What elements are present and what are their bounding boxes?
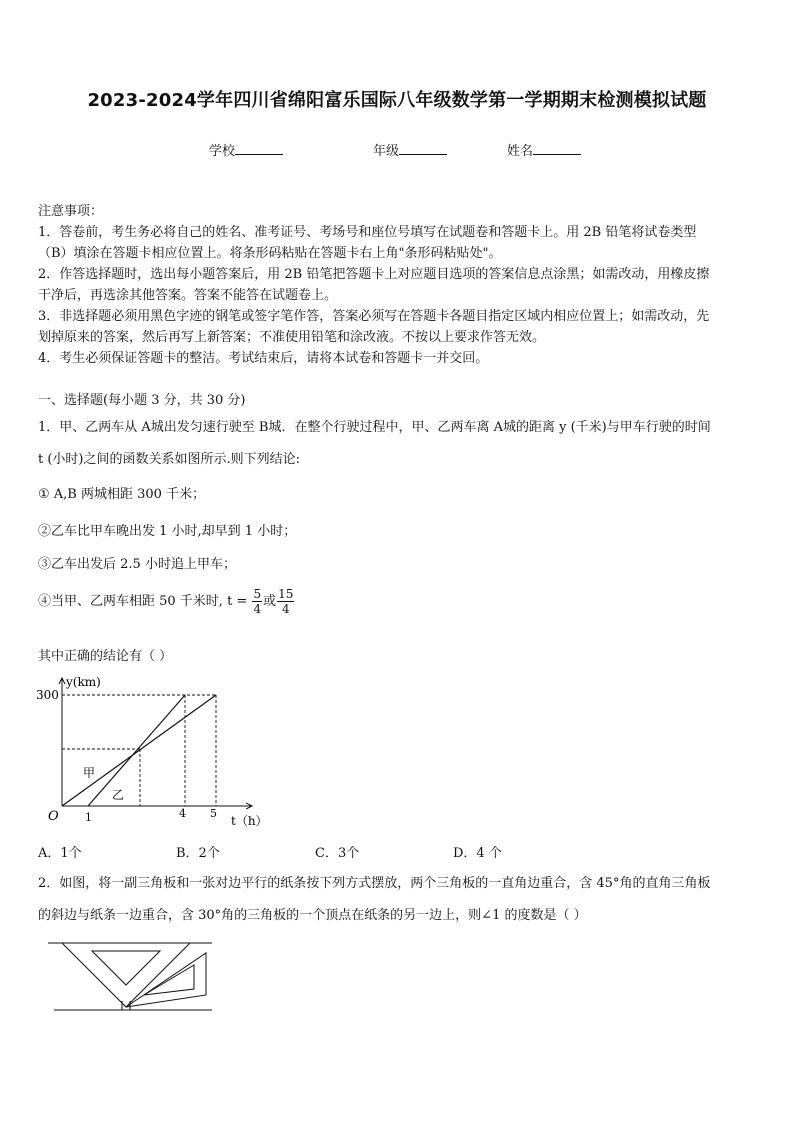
- q1-statement-4: [38, 587, 295, 616]
- q1-statement-3: ③乙车出发后 2.5 小时追上甲车；: [38, 557, 236, 572]
- frac-denominator: 4: [281, 602, 290, 616]
- triangle-30-inner: [144, 965, 194, 995]
- fraction-15-4: [277, 587, 294, 616]
- notes-line: 3．非选择题必须用黑色字迹的钢笔或签字笔作答，答案必须写在答题卡各题目指定区域内相应位置上；如需改动，先: [38, 309, 710, 324]
- notes-line: 4．考生必须保证答题卡的整洁。考试结束后，请将本试卷和答题卡一并交回。: [38, 351, 489, 366]
- label-yi: 乙: [112, 788, 125, 802]
- q1-stem-line2: t (小时)之间的函数关系如图所示.则下列结论:: [38, 452, 301, 467]
- q2-stem-line1: 2．如图，将一副三角板和一张对边平行的纸条按下列方式摆放，两个三角板的一直角边重合，含 45°角的直角三角板: [38, 876, 711, 891]
- grade-blank[interactable]: [399, 142, 447, 155]
- y-axis-label: y(km): [66, 675, 101, 689]
- grade-field: [373, 140, 447, 159]
- name-field: [507, 140, 581, 159]
- frac-numerator: 15: [278, 587, 294, 601]
- y-tick-300: 300: [36, 688, 59, 702]
- x-tick-1: 1: [85, 811, 92, 824]
- q1-question: 其中正确的结论有（ ）: [38, 649, 173, 664]
- line-jia: [62, 695, 216, 806]
- school-blank[interactable]: [235, 142, 283, 155]
- frac-numerator: 5: [253, 587, 262, 601]
- or-text: 或: [263, 594, 277, 609]
- x-tick-4: 4: [179, 807, 186, 820]
- grade-label: 年级: [373, 144, 400, 159]
- name-blank[interactable]: [533, 142, 581, 155]
- notes-line: （B）填涂在答题卡相应位置上。将条形码粘贴在答题卡右上角"条形码粘贴处"。: [38, 246, 502, 261]
- label-jia: 甲: [83, 766, 96, 780]
- notes-line: 1．答卷前，考生务必将自己的姓名、准考证号、考场号和座位号填写在试题卷和答题卡上。用 2B 铅笔将试卷类型: [38, 225, 697, 240]
- school-field: [209, 140, 283, 159]
- q1-statement-4-text: ④当甲、乙两车相距 50 千米时, t =: [38, 594, 248, 609]
- line-yi: [88, 695, 185, 806]
- triangle-45: [62, 943, 190, 1007]
- school-label: 学校: [209, 144, 236, 159]
- exam-title: 2023-2024学年四川省绵阳富乐国际八年级数学第一学期期末检测模拟试题: [87, 90, 707, 111]
- q2-triangle-figure: [40, 935, 220, 1020]
- q1-stem-line1: 1．甲、乙两车从 A城出发匀速行驶至 B城．在整个行驶过程中，甲、乙两车离 A城的距离 y (千米)与甲车行驶的时间: [38, 420, 711, 435]
- notes-line: 2．作答选择题时，选出每小题答案后，用 2B 铅笔把答题卡上对应题目选项的答案信息点涂黑；如需改动，用橡皮擦: [38, 267, 710, 282]
- choice-c[interactable]: C．3个: [315, 846, 360, 861]
- q1-statement-1: ① A,B 两城相距 300 千米；: [38, 487, 206, 502]
- q1-function-graph: [30, 670, 270, 835]
- notes-block: [38, 201, 758, 369]
- notes-line: 划掉原来的答案，然后再写上新答案；不准使用铅笔和涂改液。不按以上要求作答无效。: [38, 330, 546, 345]
- section-heading: 一、选择题(每小题 3 分，共 30 分): [38, 393, 246, 408]
- notes-line: 干净后，再选涂其他答案。答案不能答在试题卷上。: [38, 288, 338, 303]
- name-label: 姓名: [507, 144, 534, 159]
- fraction-5-4: [252, 587, 262, 616]
- x-axis-label: t（h）: [231, 814, 268, 828]
- q2-stem-line2: 的斜边与纸条一边重合，含 30°角的三角板的一个顶点在纸条的另一边上，则∠1 的度数是（ ）: [38, 908, 587, 923]
- x-tick-5: 5: [210, 807, 217, 820]
- frac-denominator: 4: [253, 602, 262, 616]
- origin-label: O: [48, 809, 59, 824]
- notes-heading: 注意事项：: [38, 204, 104, 219]
- choice-a[interactable]: A．1个: [38, 846, 82, 861]
- choice-d[interactable]: D．4 个: [453, 846, 502, 861]
- triangle-45-inner: [92, 951, 160, 985]
- choice-b[interactable]: B．2个: [176, 846, 220, 861]
- q1-statement-2: ②乙车比甲车晚出发 1 小时,却早到 1 小时；: [38, 524, 297, 539]
